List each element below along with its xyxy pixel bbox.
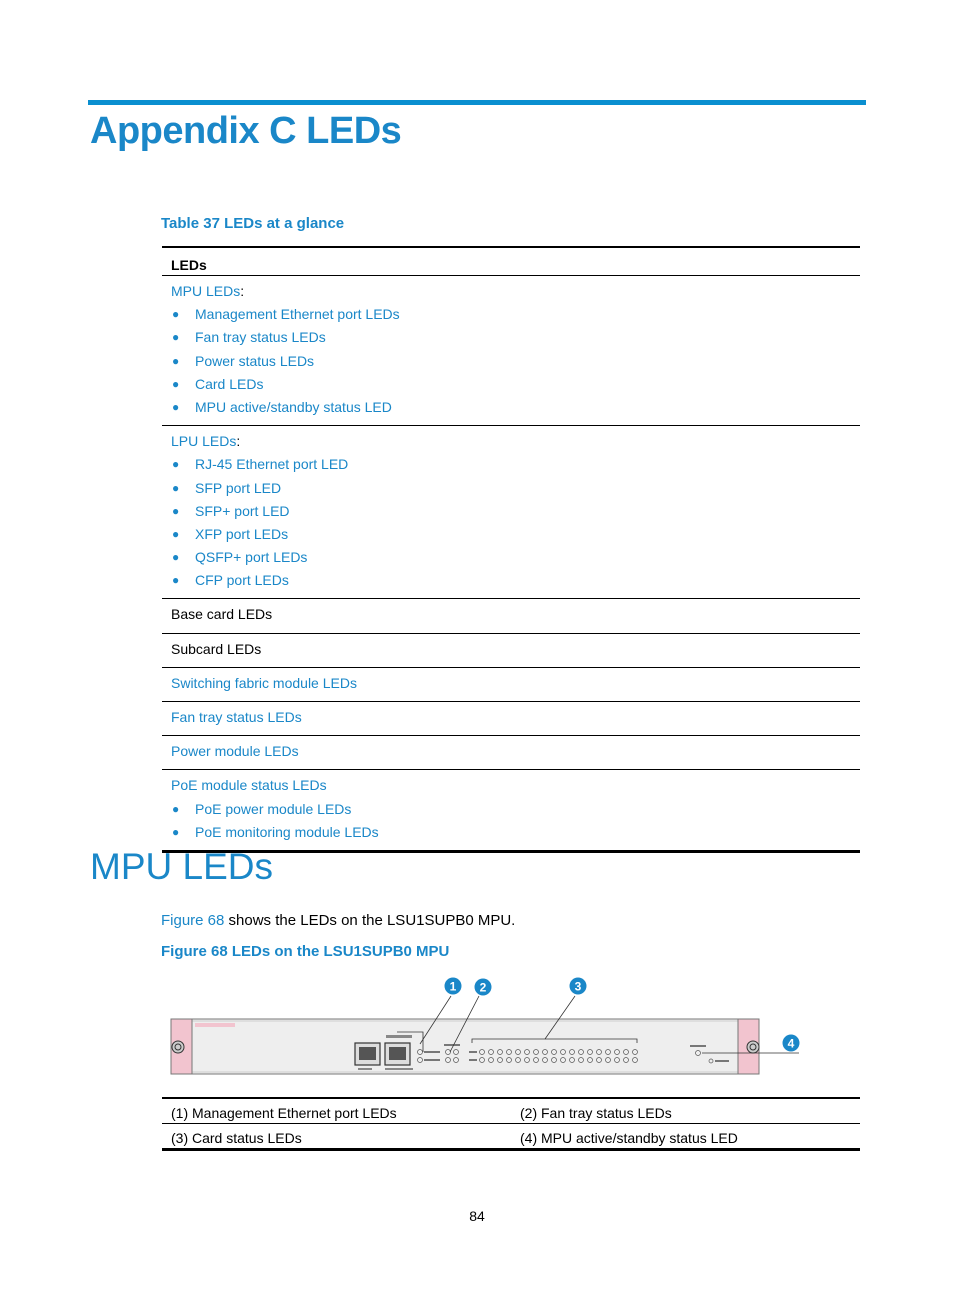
figure-ref-link[interactable]: Figure 68	[161, 912, 225, 929]
rj45-port-icon	[355, 1043, 380, 1065]
rj45-port-icon	[385, 1043, 410, 1065]
subcard-text: Subcard LEDs	[171, 640, 262, 657]
port-label	[385, 1068, 413, 1070]
table-row-subcard	[162, 634, 860, 668]
page-number: 84	[469, 1208, 485, 1224]
list-item-link[interactable]: PoE power module LEDs	[195, 800, 352, 817]
callout-2	[475, 979, 492, 996]
table-row-fan-tray	[162, 702, 860, 736]
callout-4	[783, 1035, 800, 1052]
base-card-text: Base card LEDs	[171, 606, 273, 623]
table-row-base-card	[162, 599, 860, 633]
callout-legend-table	[162, 1097, 860, 1151]
list-item-link[interactable]: CFP port LEDs	[195, 572, 289, 589]
bullet-icon: ●	[172, 330, 180, 345]
callout-1	[445, 978, 462, 995]
port-label	[386, 1035, 412, 1038]
power-module-link[interactable]: Power module LEDs	[171, 743, 299, 760]
callout-3	[570, 978, 587, 995]
bullet-icon: ●	[172, 824, 180, 839]
list-item-link[interactable]: RJ-45 Ethernet port LED	[195, 456, 349, 473]
list-item-link[interactable]: QSFP+ port LEDs	[195, 549, 308, 566]
bullet-icon: ●	[172, 457, 180, 472]
bullet-icon: ●	[172, 307, 180, 322]
callout-label: (2) Fan tray status LEDs	[520, 1105, 672, 1121]
list-item-link[interactable]: Power status LEDs	[195, 352, 315, 369]
list-item-link[interactable]: SFP port LED	[195, 479, 282, 496]
callout-label: (4) MPU active/standby status LED	[520, 1130, 738, 1146]
poe-status-link[interactable]: PoE module status LEDs	[171, 777, 327, 794]
svg-text:1: 1	[449, 979, 457, 994]
table-header: LEDs	[162, 248, 860, 276]
section-heading: MPU LEDs	[90, 846, 273, 887]
svg-text:2: 2	[479, 980, 487, 995]
table-row	[162, 1099, 860, 1124]
mpu-leds-link[interactable]: MPU LEDs	[171, 283, 241, 299]
bullet-icon: ●	[172, 801, 180, 816]
table-row-power-module	[162, 736, 860, 770]
colon: :	[236, 433, 241, 450]
leds-table	[162, 246, 860, 853]
colon: :	[240, 283, 245, 299]
table-row	[162, 1124, 860, 1148]
bullet-icon: ●	[172, 480, 180, 495]
bullet-icon: ●	[172, 399, 180, 414]
list-item-link[interactable]: MPU active/standby status LED	[195, 398, 392, 415]
table-row-poe	[162, 770, 860, 850]
bullet-icon: ●	[172, 550, 180, 565]
svg-text:3: 3	[574, 979, 582, 994]
bullet-icon: ●	[172, 503, 180, 518]
paragraph	[161, 912, 515, 929]
bullet-icon: ●	[172, 573, 180, 588]
callout-label: (1) Management Ethernet port LEDs	[171, 1105, 397, 1121]
callout-label: (3) Card status LEDs	[171, 1130, 302, 1146]
bullet-icon: ●	[172, 376, 180, 391]
fan-tray-link[interactable]: Fan tray status LEDs	[171, 709, 302, 725]
heading-rule	[88, 100, 866, 105]
port-label	[358, 1068, 372, 1070]
list-item-link[interactable]: PoE monitoring module LEDs	[195, 823, 379, 840]
switching-fabric-link[interactable]: Switching fabric module LEDs	[171, 674, 357, 691]
table-row-switching-fabric	[162, 668, 860, 702]
list-item-link[interactable]: SFP+ port LED	[195, 502, 290, 519]
model-label	[195, 1023, 235, 1027]
page-title: Appendix C LEDs	[90, 110, 402, 152]
table-row-lpu	[162, 426, 860, 599]
paragraph-text: shows the LEDs on the LSU1SUPB0 MPU.	[224, 912, 516, 929]
list-item-link[interactable]: Management Ethernet port LEDs	[195, 306, 400, 323]
screw-icon	[172, 1041, 184, 1053]
mpu-panel-figure	[165, 972, 805, 1082]
list-item-link[interactable]: Fan tray status LEDs	[195, 329, 326, 346]
svg-text:4: 4	[787, 1036, 795, 1051]
bullet-icon: ●	[172, 526, 180, 541]
screw-icon	[747, 1041, 759, 1053]
list-item-link[interactable]: XFP port LEDs	[195, 525, 289, 542]
table-row-mpu	[162, 276, 860, 426]
figure-caption: Figure 68 LEDs on the LSU1SUPB0 MPU	[161, 943, 450, 960]
bullet-icon: ●	[172, 353, 180, 368]
table-caption: Table 37 LEDs at a glance	[161, 215, 345, 232]
lpu-leds-link[interactable]: LPU LEDs	[171, 433, 237, 450]
list-item-link[interactable]: Card LEDs	[195, 375, 264, 392]
